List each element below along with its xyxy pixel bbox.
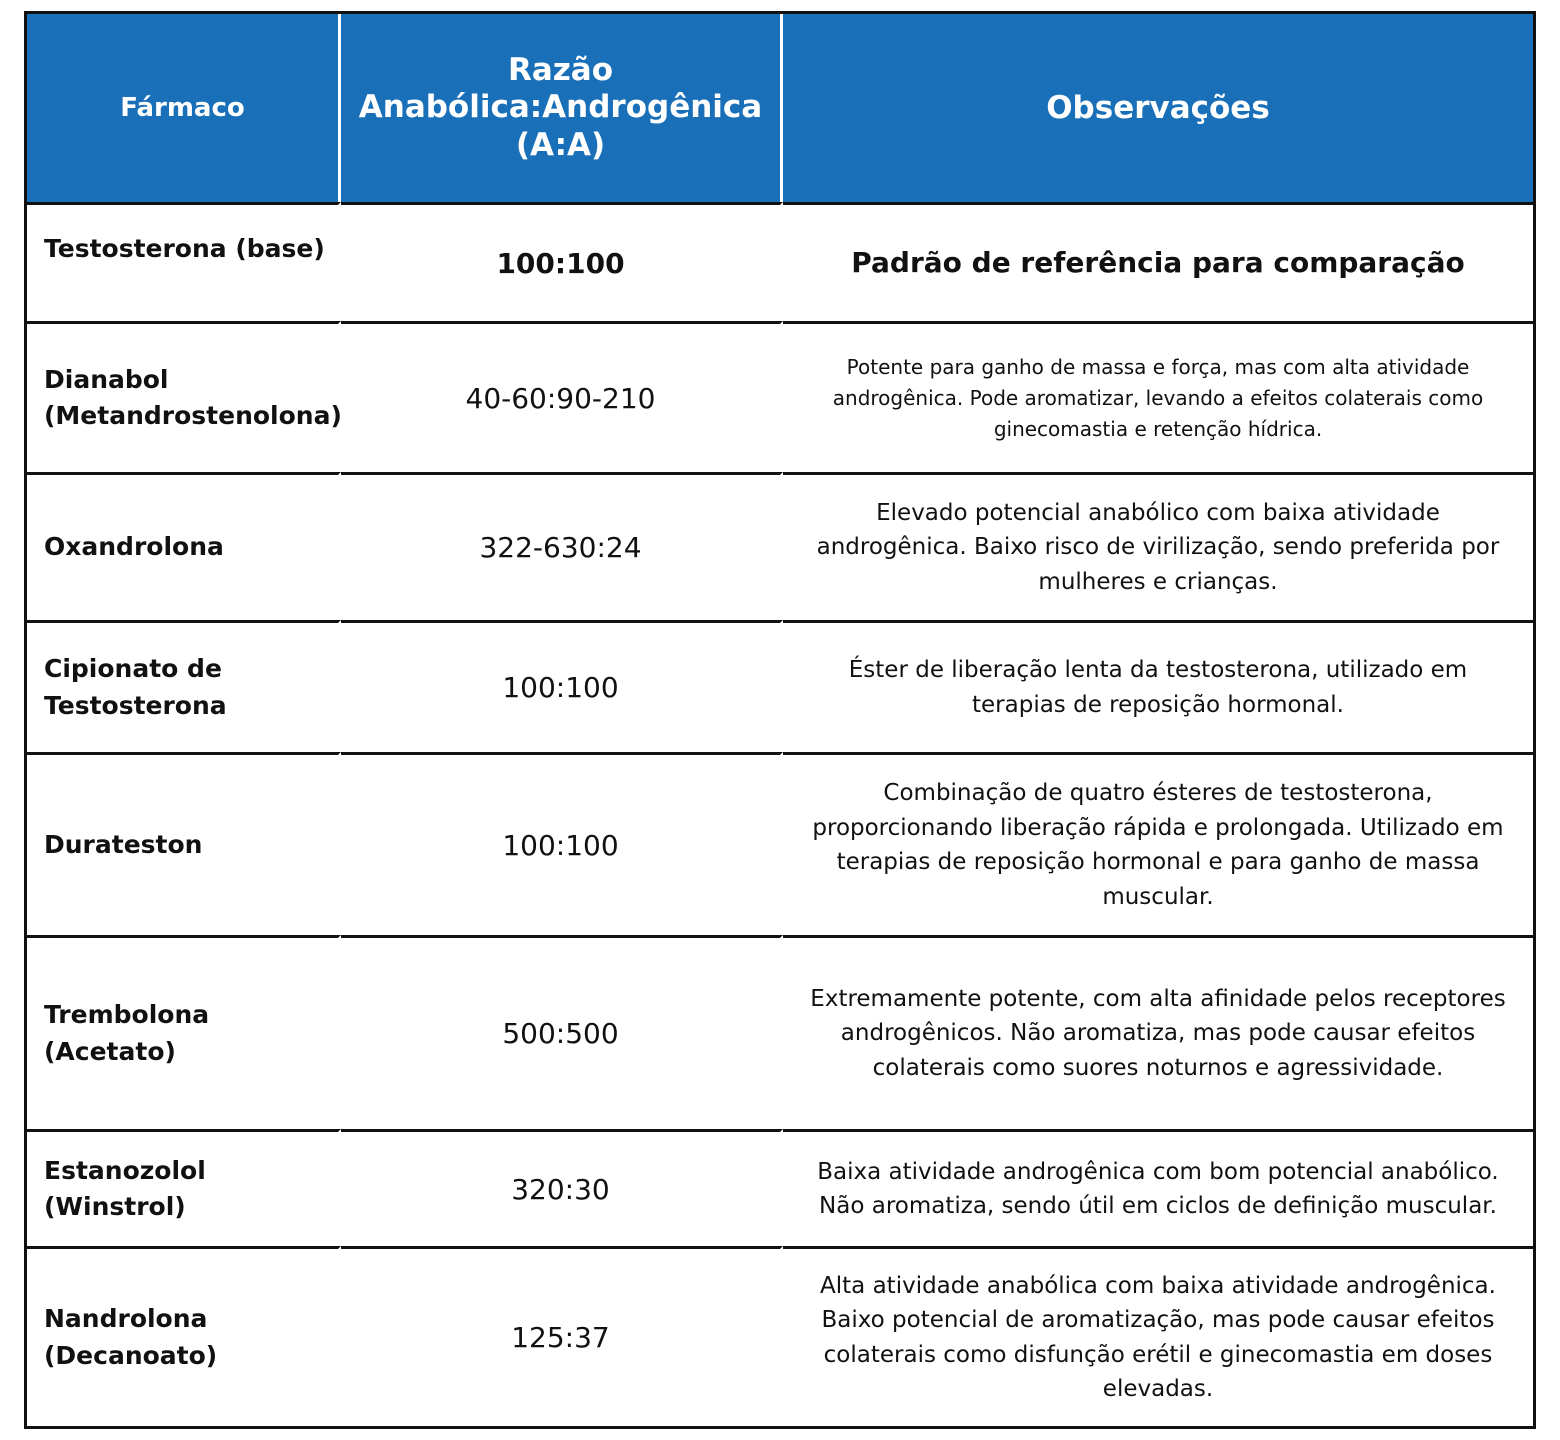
table-grid xyxy=(27,14,1533,1426)
row-ratio: 322-630:24 xyxy=(341,472,783,620)
row-drug: Oxandrolona xyxy=(27,472,341,620)
row-ratio: 100:100 xyxy=(341,620,783,752)
comparison-table xyxy=(24,11,1536,1429)
row-ratio: 500:500 xyxy=(341,935,783,1129)
row-drug xyxy=(27,1246,341,1426)
header-drug: Fármaco xyxy=(27,14,341,202)
row-ratio: 125:37 xyxy=(341,1246,783,1426)
row-notes-text: Combinação de quatro ésteres de testosterona, proporcionando liberação rápida e prolongada. Utilizado em terapias de reposição hormonal e para ganho de massa muscular. xyxy=(812,780,1504,910)
row-notes xyxy=(783,752,1533,935)
header-ratio xyxy=(341,14,783,202)
row-notes: Alta atividade anabólica com baixa atividade androgênica. Baixo potencial de aromatização, mas pode causar efeitos colaterais como disfunção erétil e ginecomastia em doses elevadas. xyxy=(783,1246,1533,1426)
row-drug-label: Dianabol (Metandrostenolona) xyxy=(44,364,342,430)
header-notes: Observações xyxy=(783,14,1533,202)
row-drug: Testosterona (base) xyxy=(27,202,341,321)
row-ratio: 40-60:90-210 xyxy=(341,321,783,472)
row-drug xyxy=(27,1129,341,1246)
row-drug-label: Trembolona (Acetato) xyxy=(44,1000,210,1066)
row-notes: Potente para ganho de massa e força, mas com alta atividade androgênica. Pode aromatizar, levando a efeitos colaterais como ginecomastia e retenção hídrica. xyxy=(783,321,1533,472)
row-drug xyxy=(27,620,341,752)
row-ratio: 100:100 xyxy=(341,202,783,321)
row-ratio: 320:30 xyxy=(341,1129,783,1246)
row-drug: Durateston xyxy=(27,752,341,935)
row-notes-text: Éster de liberação lenta da testosterona, utilizado em terapias de reposição hormonal. xyxy=(848,657,1468,718)
row-notes: Extremamente potente, com alta afinidade pelos receptores androgênicos. Não aromatiza, mas pode causar efeitos colaterais como suores noturnos e agressividade. xyxy=(783,935,1533,1129)
row-notes xyxy=(783,620,1533,752)
row-drug-label: Cipionato de Testosterona xyxy=(44,654,227,720)
header-ratio-label: Razão Anabólica:Androgênica (A:A) xyxy=(358,52,763,163)
row-drug-label: Nandrolona (Decanoato) xyxy=(44,1304,218,1370)
row-drug xyxy=(27,321,341,472)
row-notes: Elevado potencial anabólico com baixa atividade androgênica. Baixo risco de virilização, sendo preferida por mulheres e crianças. xyxy=(783,472,1533,620)
row-drug-label: Estanozolol (Winstrol) xyxy=(44,1155,206,1221)
row-drug xyxy=(27,935,341,1129)
row-notes: Padrão de referência para comparação xyxy=(783,202,1533,321)
row-ratio: 100:100 xyxy=(341,752,783,935)
row-notes: Baixa atividade androgênica com bom potencial anabólico. Não aromatiza, sendo útil em ciclos de definição muscular. xyxy=(783,1129,1533,1246)
